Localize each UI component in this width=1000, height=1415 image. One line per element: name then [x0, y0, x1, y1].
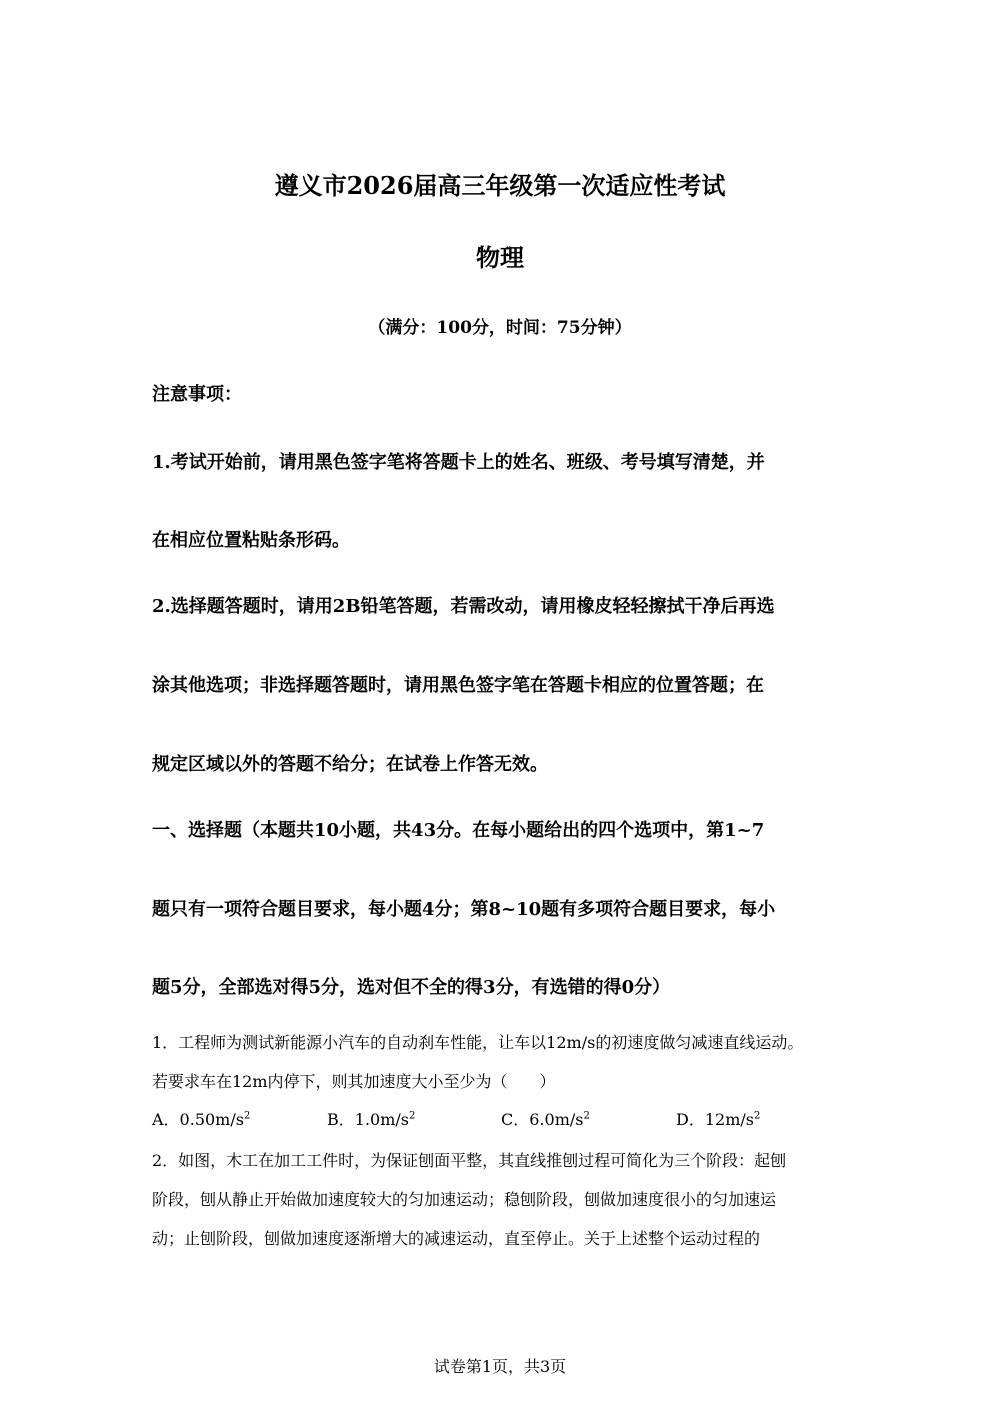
question-1-option-a: A．$0.50m/s^2$	[152, 1110, 251, 1129]
question-2-line: 2．如图，木工在加工工件时，为保证刨面平整，其直线推刨过程可简化为三个阶段：起刨	[152, 1151, 787, 1170]
question-1-line: 若要求车在12m内停下，则其加速度大小至少为（ ）	[152, 1072, 556, 1091]
exam-subject: 物理	[476, 243, 524, 272]
section-heading-line: 题只有一项符合题目要求，每小题4分；第8~10题有多项符合题目要求，每小	[152, 899, 776, 920]
notice-line: 涂其他选项；非选择题答题时，请用黑色签字笔在答题卡相应的位置答题；在	[152, 675, 764, 696]
section-heading-line: 题5分，全部选对得5分，选对但不全的得3分，有选错的得0分）	[152, 977, 671, 998]
page-number: 试卷第1页，共3页	[433, 1357, 567, 1376]
question-1-line: 1．工程师为测试新能源小汽车的自动刹车性能，让车以12m/s的初速度做匀减速直线运动。	[152, 1033, 804, 1052]
question-1-option-c: C．$6.0m/s^2$	[501, 1110, 590, 1129]
notice-line: 在相应位置粘贴条形码。	[152, 530, 350, 551]
question-2-line: 阶段，刨从静止开始做加速度较大的匀加速运动；稳刨阶段，刨做加速度很小的匀加速运	[152, 1190, 777, 1209]
exam-title: 遵义市2026届高三年级第一次适应性考试	[274, 171, 726, 200]
notice-heading: 注意事项：	[152, 384, 242, 405]
question-1-option-b: B．$1.0m/s^2$	[327, 1110, 416, 1129]
notice-line: 1.考试开始前，请用黑色签字笔将答题卡上的姓名、班级、考号填写清楚，并	[152, 452, 765, 473]
notice-line: 2.选择题答题时，请用2B铅笔答题，若需改动，请用橡皮轻轻擦拭干净后再选	[152, 596, 775, 617]
exam-meta: （满分：100分，时间：75分钟）	[368, 318, 632, 338]
section-heading-line: 一、选择题（本题共10小题，共43分。在每小题给出的四个选项中，第1~7	[152, 820, 765, 841]
question-2-line: 动；止刨阶段，刨做加速度逐渐增大的减速运动，直至停止。关于上述整个运动过程的	[152, 1229, 761, 1248]
notice-line: 规定区域以外的答题不给分；在试卷上作答无效。	[152, 754, 548, 775]
question-1-option-d: D．$12m/s^2$	[676, 1110, 761, 1129]
